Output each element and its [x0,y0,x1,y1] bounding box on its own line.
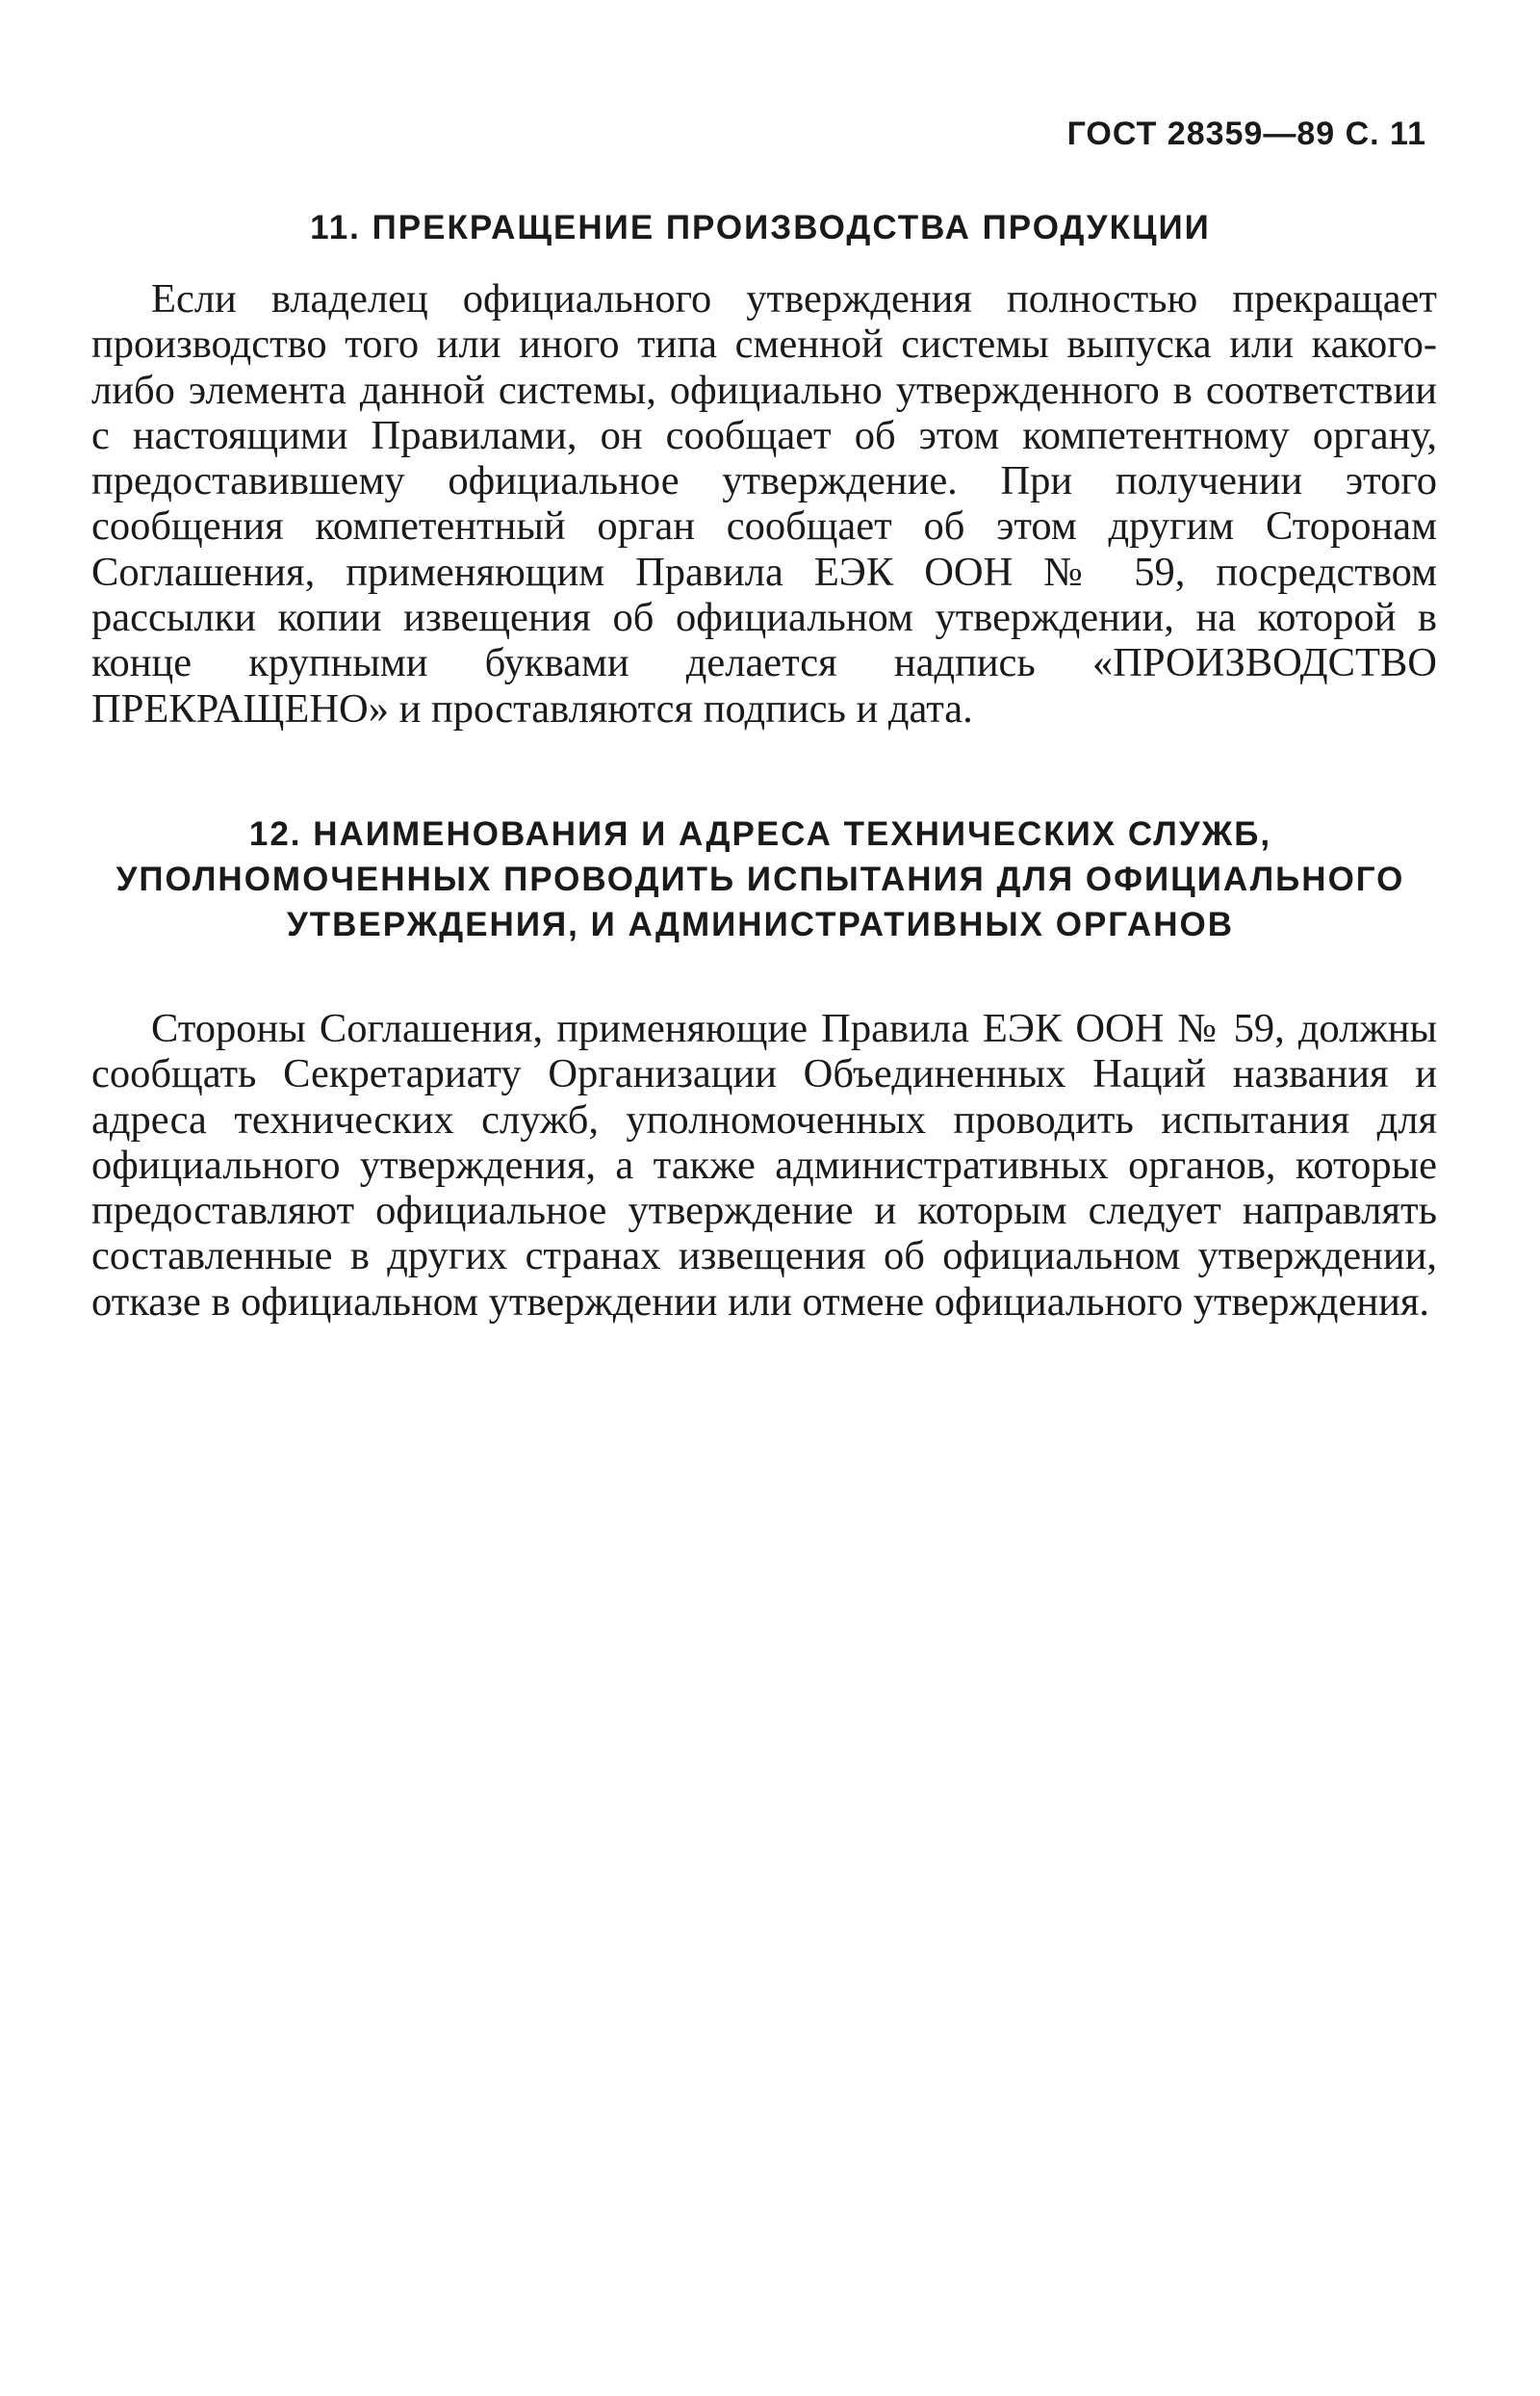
page-header-ref: ГОСТ 28359—89 С. 11 [1066,116,1426,152]
section-11-heading: 11. ПРЕКРАЩЕНИЕ ПРОИЗВОДСТВА ПРОДУКЦИИ [310,209,1211,246]
section-11-body: Если владелец официального утверждения полностью прекращает производство того или иного типа сменной системы выпуска или какого-либо элемента данной системы, официально утвержденного в соответствии с настоящими Правилами, он сообщает об этом компетентному органу, предоставившему официальное утверждение. При получении этого сообщения компетентный орган сообщает об этом другим Сторонам Соглашения, применяющим Правила ЕЭК ООН № 59, посредством рассылки копии извещения об официальном утверждении, на которой в конце крупными буквами делается надпись «ПРОИЗВОДСТВО ПРЕКРАЩЕНО» и проставляются подпись и дата. [91,276,1437,732]
section-12-heading: 12. НАИМЕНОВАНИЯ И АДРЕСА ТЕХНИЧЕСКИХ СЛУЖБ, УПОЛНОМОЧЕННЫХ ПРОВОДИТЬ ИСПЫТАНИЯ ДЛЯ ОФИЦИАЛЬНОГО УТВЕРЖДЕНИЯ, И АДМИНИСТРАТИВНЫХ ОРГАНОВ [116,815,1405,943]
section-12-body: Стороны Соглашения, применяющие Правила ЕЭК ООН № 59, должны сообщать Секретариату Организации Объединенных Наций названия и адреса технических служб, уполномоченных проводить испытания для официального утверждения, а также административных органов, которые предоставляют официальное утверждение и которым следует направлять составленные в других странах извещения об официальном утверждении, отказе в официальном утверждении или отмене официального утверждения. [91,1006,1437,1325]
